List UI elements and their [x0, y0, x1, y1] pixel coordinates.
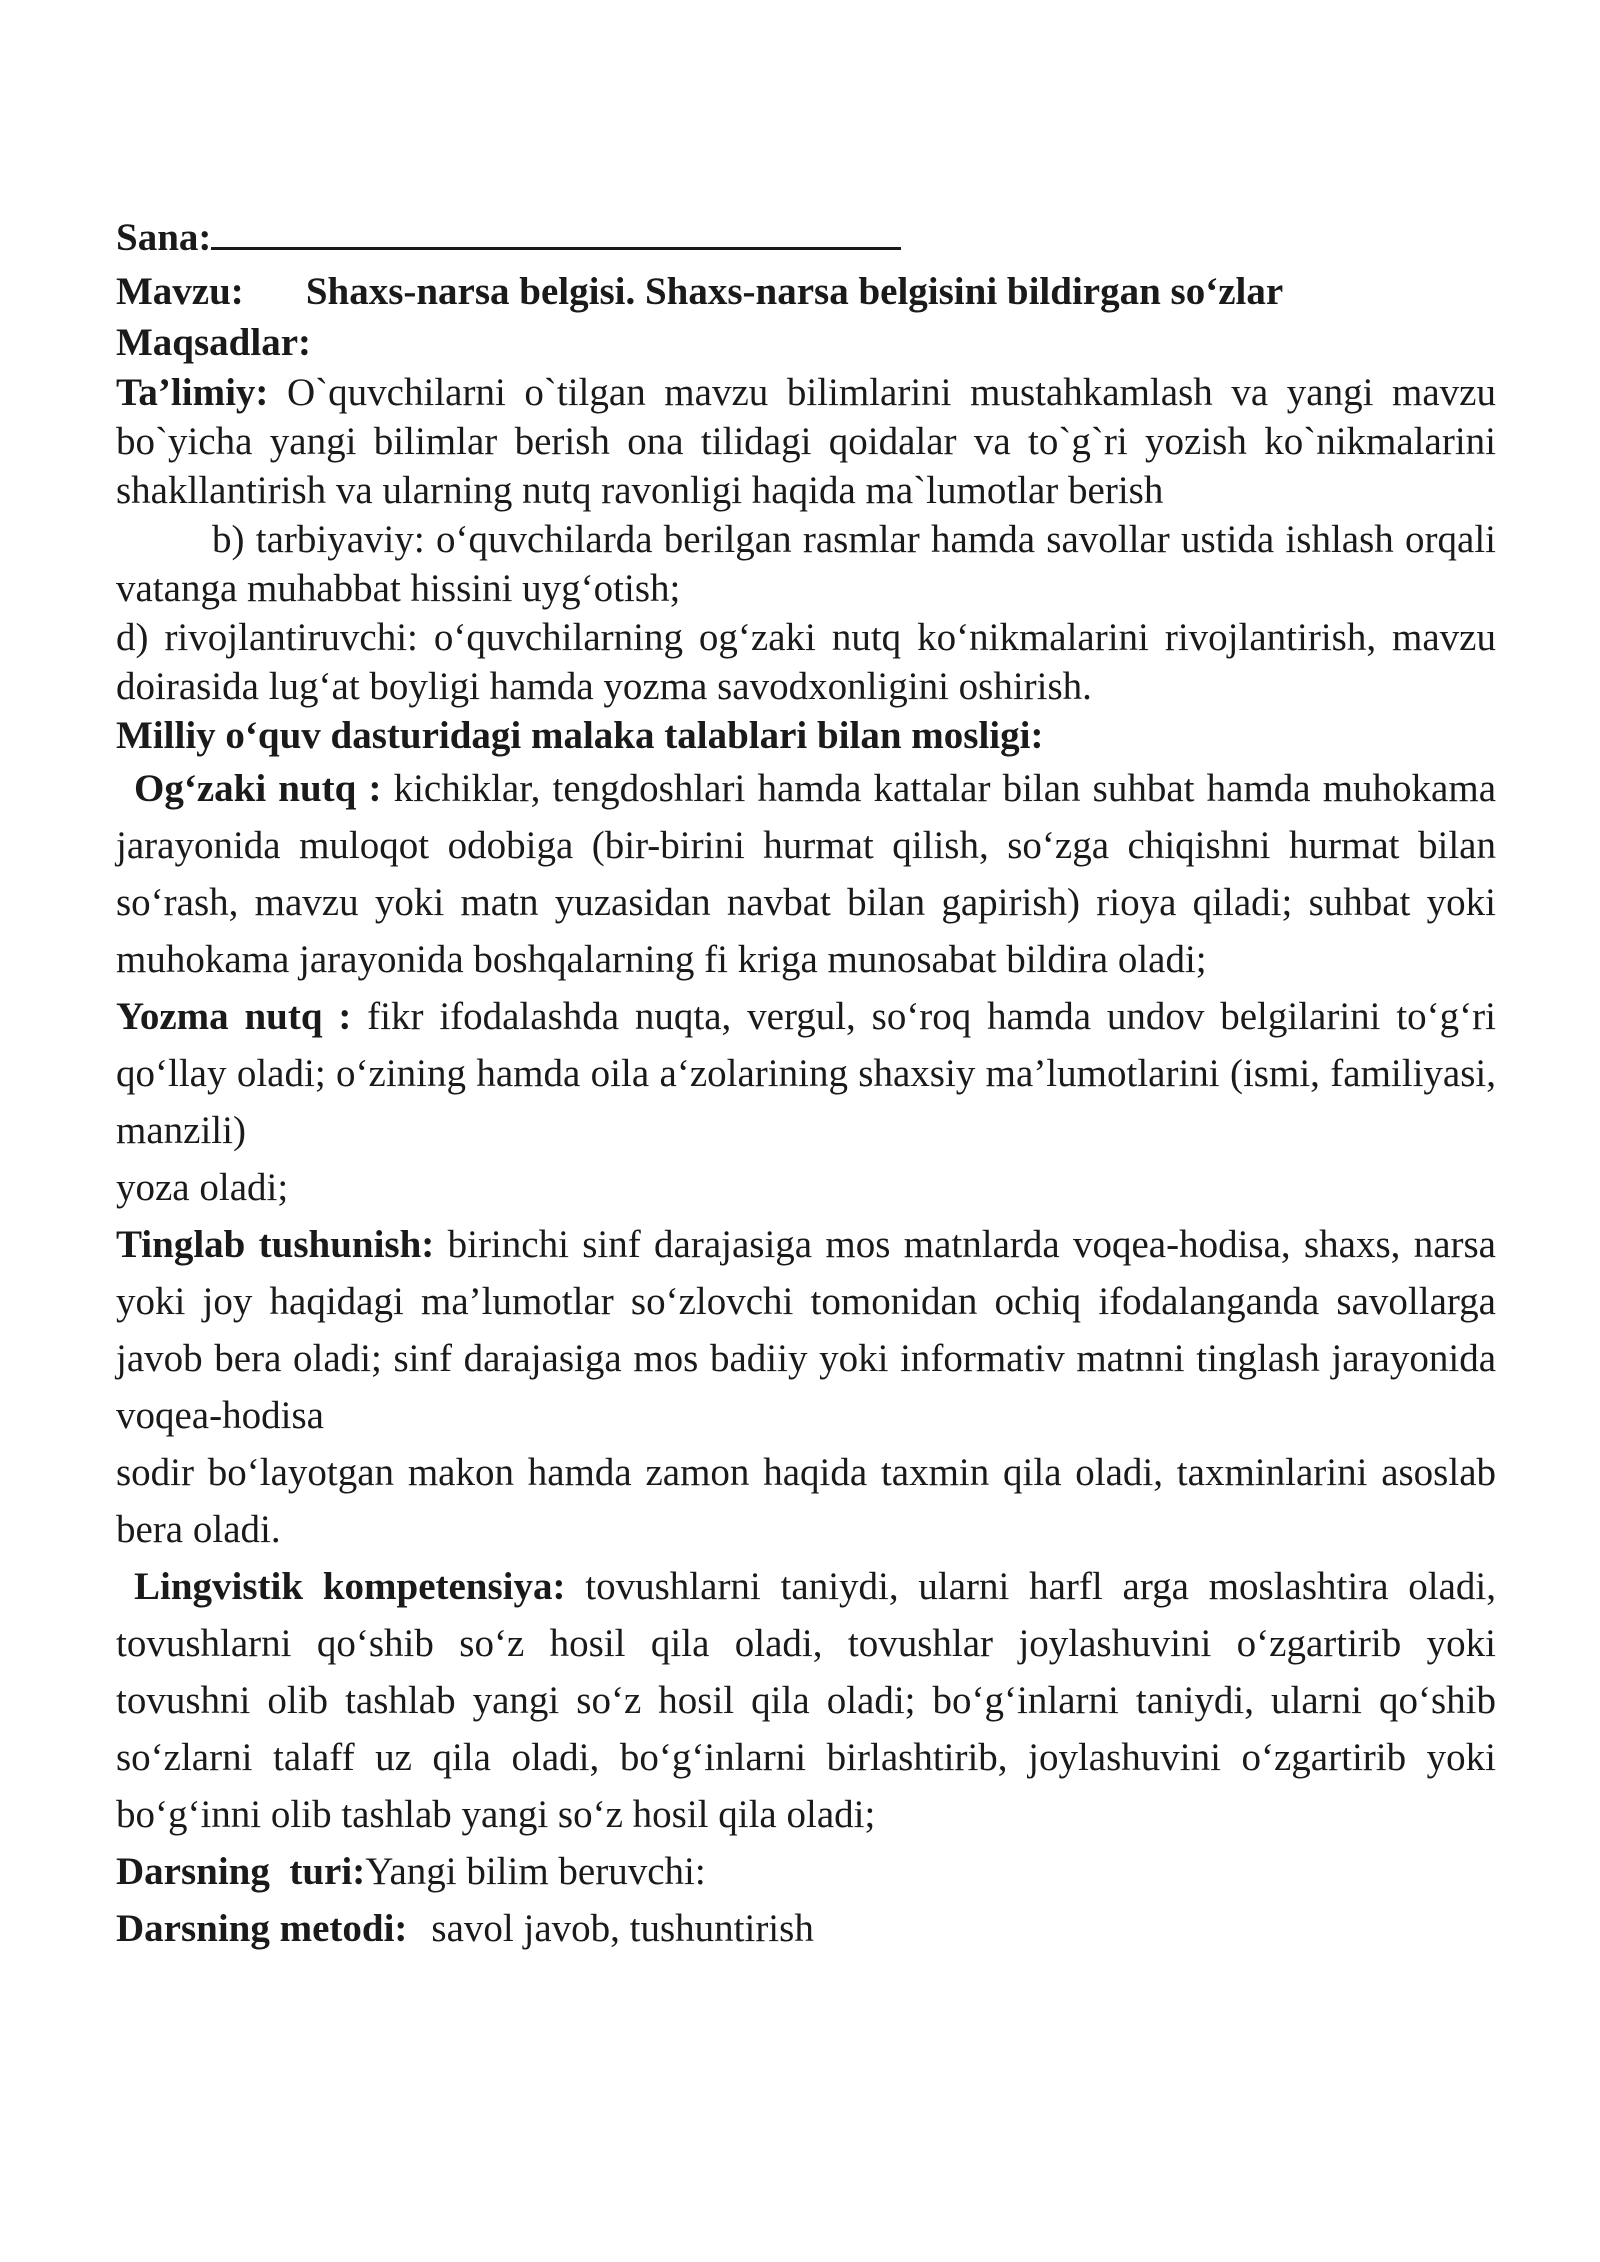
- educational-goal-label: Ta’limiy:: [116, 371, 269, 414]
- written-speech-label: Yozma nutq :: [116, 995, 352, 1038]
- written-speech-text: fikr ifodalashda nuqta, vergul, so‘roq hamda undov belgilarini to‘g‘ri qo‘llay oladi; o‘zining hamda oila a‘zolarining shaxsiy ma’lumotlarini (ismi, familiyasi, manzili): [116, 995, 1496, 1152]
- goals-heading: Maqsadlar:: [116, 321, 311, 364]
- lesson-type-text: Yangi bilim beruvchi:: [365, 1850, 706, 1893]
- date-label: Sana:: [116, 216, 212, 259]
- lesson-type-label: Darsning turi:: [116, 1850, 366, 1893]
- lesson-method-label: Darsning metodi:: [116, 1907, 408, 1950]
- linguistic-label: Lingvistik kompetensiya:: [134, 1565, 566, 1608]
- lesson-plan-document: [116, 210, 1496, 1957]
- linguistic-section: [116, 1558, 1496, 1843]
- date-line: [116, 210, 1496, 265]
- topic-label: Mavzu:: [116, 270, 244, 313]
- oral-speech-label: Og‘zaki nutq :: [134, 767, 382, 810]
- date-blank: [211, 213, 901, 250]
- topic-line: [116, 265, 1496, 318]
- developmental-goal: d) rivojlantiruvchi: o‘quvchilarning og‘zaki nutq ko‘nikmalarini rivojlantirish, mavzu doirasida lug‘at boyligi hamda yozma savodxonligini oshirish.: [116, 616, 1496, 708]
- linguistic-text: tovushlarni taniydi, ularni harfl arga moslashtira oladi, tovushlarni qo‘shib so‘z hosil qila oladi, tovushlar joylashuvini o‘zgartirib yoki tovushni olib tashlab yangi so‘z hosil qila oladi; bo‘g‘inlarni taniydi, ularni qo‘shib so‘zlarni talaff uz qila oladi, bo‘g‘inlarni birlashtirib, joylashuvini o‘zgartirib yoki bo‘g‘inni olib tashlab yangi so‘z hosil qila oladi;: [116, 1565, 1497, 1836]
- listening-section: [116, 1216, 1496, 1444]
- listening-label: Tinglab tushunish:: [116, 1223, 435, 1266]
- curriculum-heading: Milliy o‘quv dasturidagi malaka talablari bilan mosligi:: [116, 714, 1044, 757]
- topic-text: Shaxs-narsa belgisi. Shaxs-narsa belgisini bildirgan so‘zlar: [305, 270, 1284, 313]
- educational-goal: [116, 368, 1496, 515]
- oral-speech-section: [116, 760, 1496, 988]
- lesson-method-text: savol javob, tushuntirish: [431, 1907, 814, 1950]
- listening-text: birinchi sinf darajasiga mos matnlarda voqea-hodisa, shaxs, narsa yoki joy haqidagi ma’lumotlar so‘zlovchi tomonidan ochiq ifodalanganda savollarga javob bera oladi; sinf darajasiga mos badiiy yoki informativ matnni tinglash jarayonida voqea-hodisa: [116, 1223, 1496, 1437]
- lesson-type-line: [116, 1843, 1496, 1900]
- written-speech-section: [116, 988, 1496, 1159]
- educational-goal-text: O`quvchilarni o`tilgan mavzu bilimlarini mustahkamlash va yangi mavzu bo`yicha yangi bilimlar berish ona tilidagi qoidalar va to`g`ri yozish ko`nikmalarini shakllantirish va ularning nutq ravonligi haqida ma`lumotlar berish: [116, 371, 1496, 512]
- lesson-method-line: [116, 1900, 1496, 1957]
- upbringing-goal: b) tarbiyaviy: o‘quvchilarda berilgan rasmlar hamda savollar ustida ishlash orqali vatanga muhabbat hissini uyg‘otish;: [116, 518, 1496, 610]
- oral-speech-text: kichiklar, tengdoshlari hamda kattalar bilan suhbat hamda muhokama jarayonida muloqot odobiga (bir-birini hurmat qilish, so‘zga chiqishni hurmat bilan so‘rash, mavzu yoki matn yuzasidan navbat bilan gapirish) rioya qiladi; suhbat yoki muhokama jarayonida boshqalarning fi kriga munosabat bildira oladi;: [116, 767, 1497, 981]
- written-speech-continuation: yoza oladi;: [116, 1166, 289, 1209]
- listening-continuation: sodir bo‘layotgan makon hamda zamon haqida taxmin qila oladi, taxminlarini asoslab bera oladi.: [116, 1451, 1496, 1551]
